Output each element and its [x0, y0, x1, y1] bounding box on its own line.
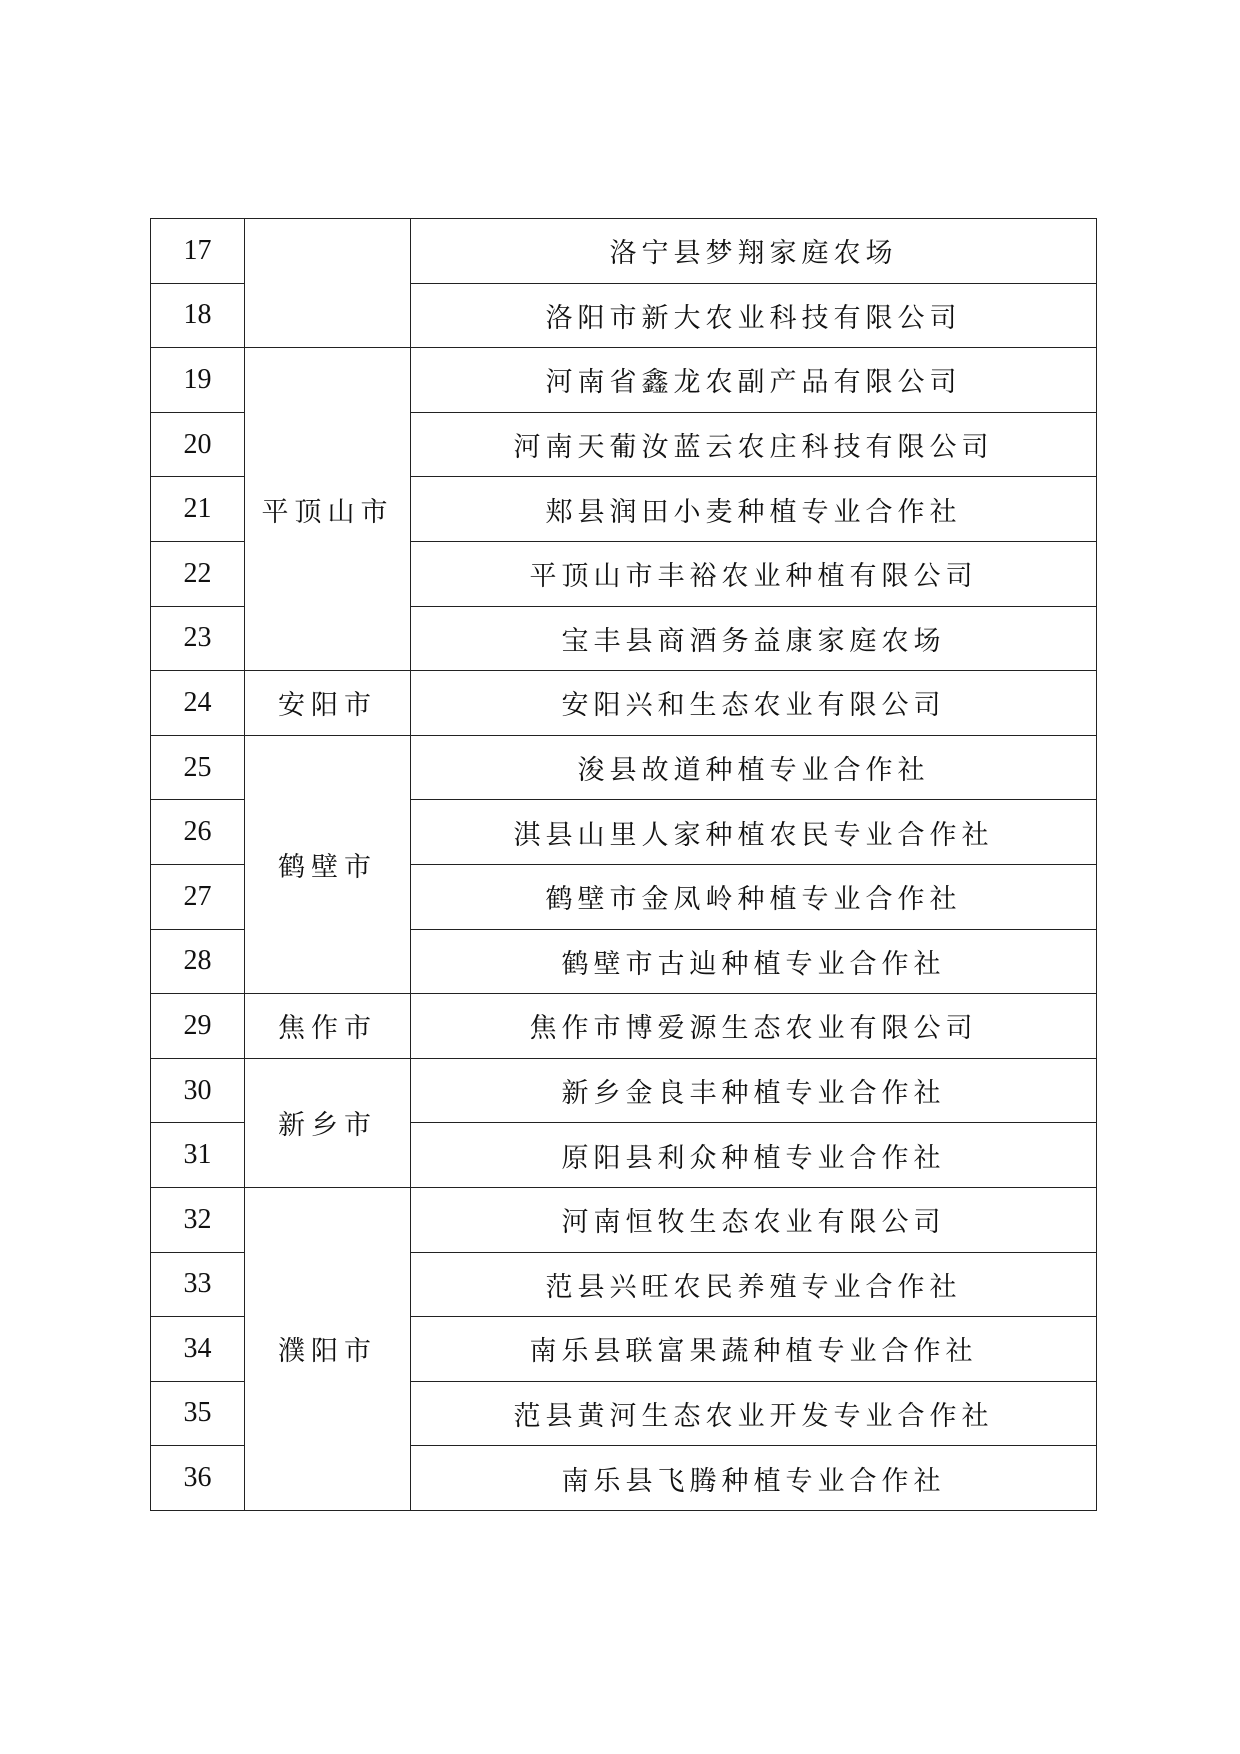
enterprise-name: 河南恒牧生态农业有限公司 [411, 1187, 1097, 1252]
table-row [151, 348, 1097, 413]
enterprise-name: 淇县山里人家种植农民专业合作社 [411, 800, 1097, 865]
row-number: 20 [151, 412, 245, 477]
enterprise-name: 河南省鑫龙农副产品有限公司 [411, 348, 1097, 413]
enterprise-name: 范县黄河生态农业开发专业合作社 [411, 1381, 1097, 1446]
row-number: 26 [151, 800, 245, 865]
enterprise-name: 宝丰县商酒务益康家庭农场 [411, 606, 1097, 671]
enterprise-name: 平顶山市丰裕农业种植有限公司 [411, 541, 1097, 606]
enterprise-name: 原阳县利众种植专业合作社 [411, 1123, 1097, 1188]
row-number: 28 [151, 929, 245, 994]
enterprise-list-table [150, 218, 1097, 1511]
row-number: 22 [151, 541, 245, 606]
enterprise-name: 河南天葡汝蓝云农庄科技有限公司 [411, 412, 1097, 477]
row-number: 33 [151, 1252, 245, 1317]
row-number: 35 [151, 1381, 245, 1446]
row-number: 17 [151, 219, 245, 284]
enterprise-name: 南乐县飞腾种植专业合作社 [411, 1446, 1097, 1511]
table-body [151, 219, 1097, 1511]
enterprise-name: 鹤壁市金凤岭种植专业合作社 [411, 864, 1097, 929]
row-number: 30 [151, 1058, 245, 1123]
enterprise-name: 洛阳市新大农业科技有限公司 [411, 283, 1097, 348]
enterprise-name: 南乐县联富果蔬种植专业合作社 [411, 1317, 1097, 1382]
row-number: 27 [151, 864, 245, 929]
enterprise-name: 安阳兴和生态农业有限公司 [411, 671, 1097, 736]
table-row [151, 219, 1097, 284]
enterprise-name: 郏县润田小麦种植专业合作社 [411, 477, 1097, 542]
enterprise-name: 范县兴旺农民养殖专业合作社 [411, 1252, 1097, 1317]
city-cell: 新乡市 [245, 1058, 411, 1187]
row-number: 32 [151, 1187, 245, 1252]
table-row [151, 1187, 1097, 1252]
city-cell [245, 219, 411, 348]
row-number: 24 [151, 671, 245, 736]
city-cell: 鹤壁市 [245, 735, 411, 993]
enterprise-name: 焦作市博爱源生态农业有限公司 [411, 994, 1097, 1059]
row-number: 34 [151, 1317, 245, 1382]
row-number: 18 [151, 283, 245, 348]
enterprise-name: 新乡金良丰种植专业合作社 [411, 1058, 1097, 1123]
table-row [151, 994, 1097, 1059]
table-row [151, 1058, 1097, 1123]
row-number: 31 [151, 1123, 245, 1188]
row-number: 23 [151, 606, 245, 671]
enterprise-name: 鹤壁市古辿种植专业合作社 [411, 929, 1097, 994]
city-cell: 平顶山市 [245, 348, 411, 671]
row-number: 25 [151, 735, 245, 800]
row-number: 29 [151, 994, 245, 1059]
row-number: 36 [151, 1446, 245, 1511]
row-number: 19 [151, 348, 245, 413]
city-cell: 焦作市 [245, 994, 411, 1059]
enterprise-name: 浚县故道种植专业合作社 [411, 735, 1097, 800]
enterprise-name: 洛宁县梦翔家庭农场 [411, 219, 1097, 284]
row-number: 21 [151, 477, 245, 542]
city-cell: 濮阳市 [245, 1187, 411, 1510]
table-row [151, 735, 1097, 800]
table-row [151, 671, 1097, 736]
city-cell: 安阳市 [245, 671, 411, 736]
